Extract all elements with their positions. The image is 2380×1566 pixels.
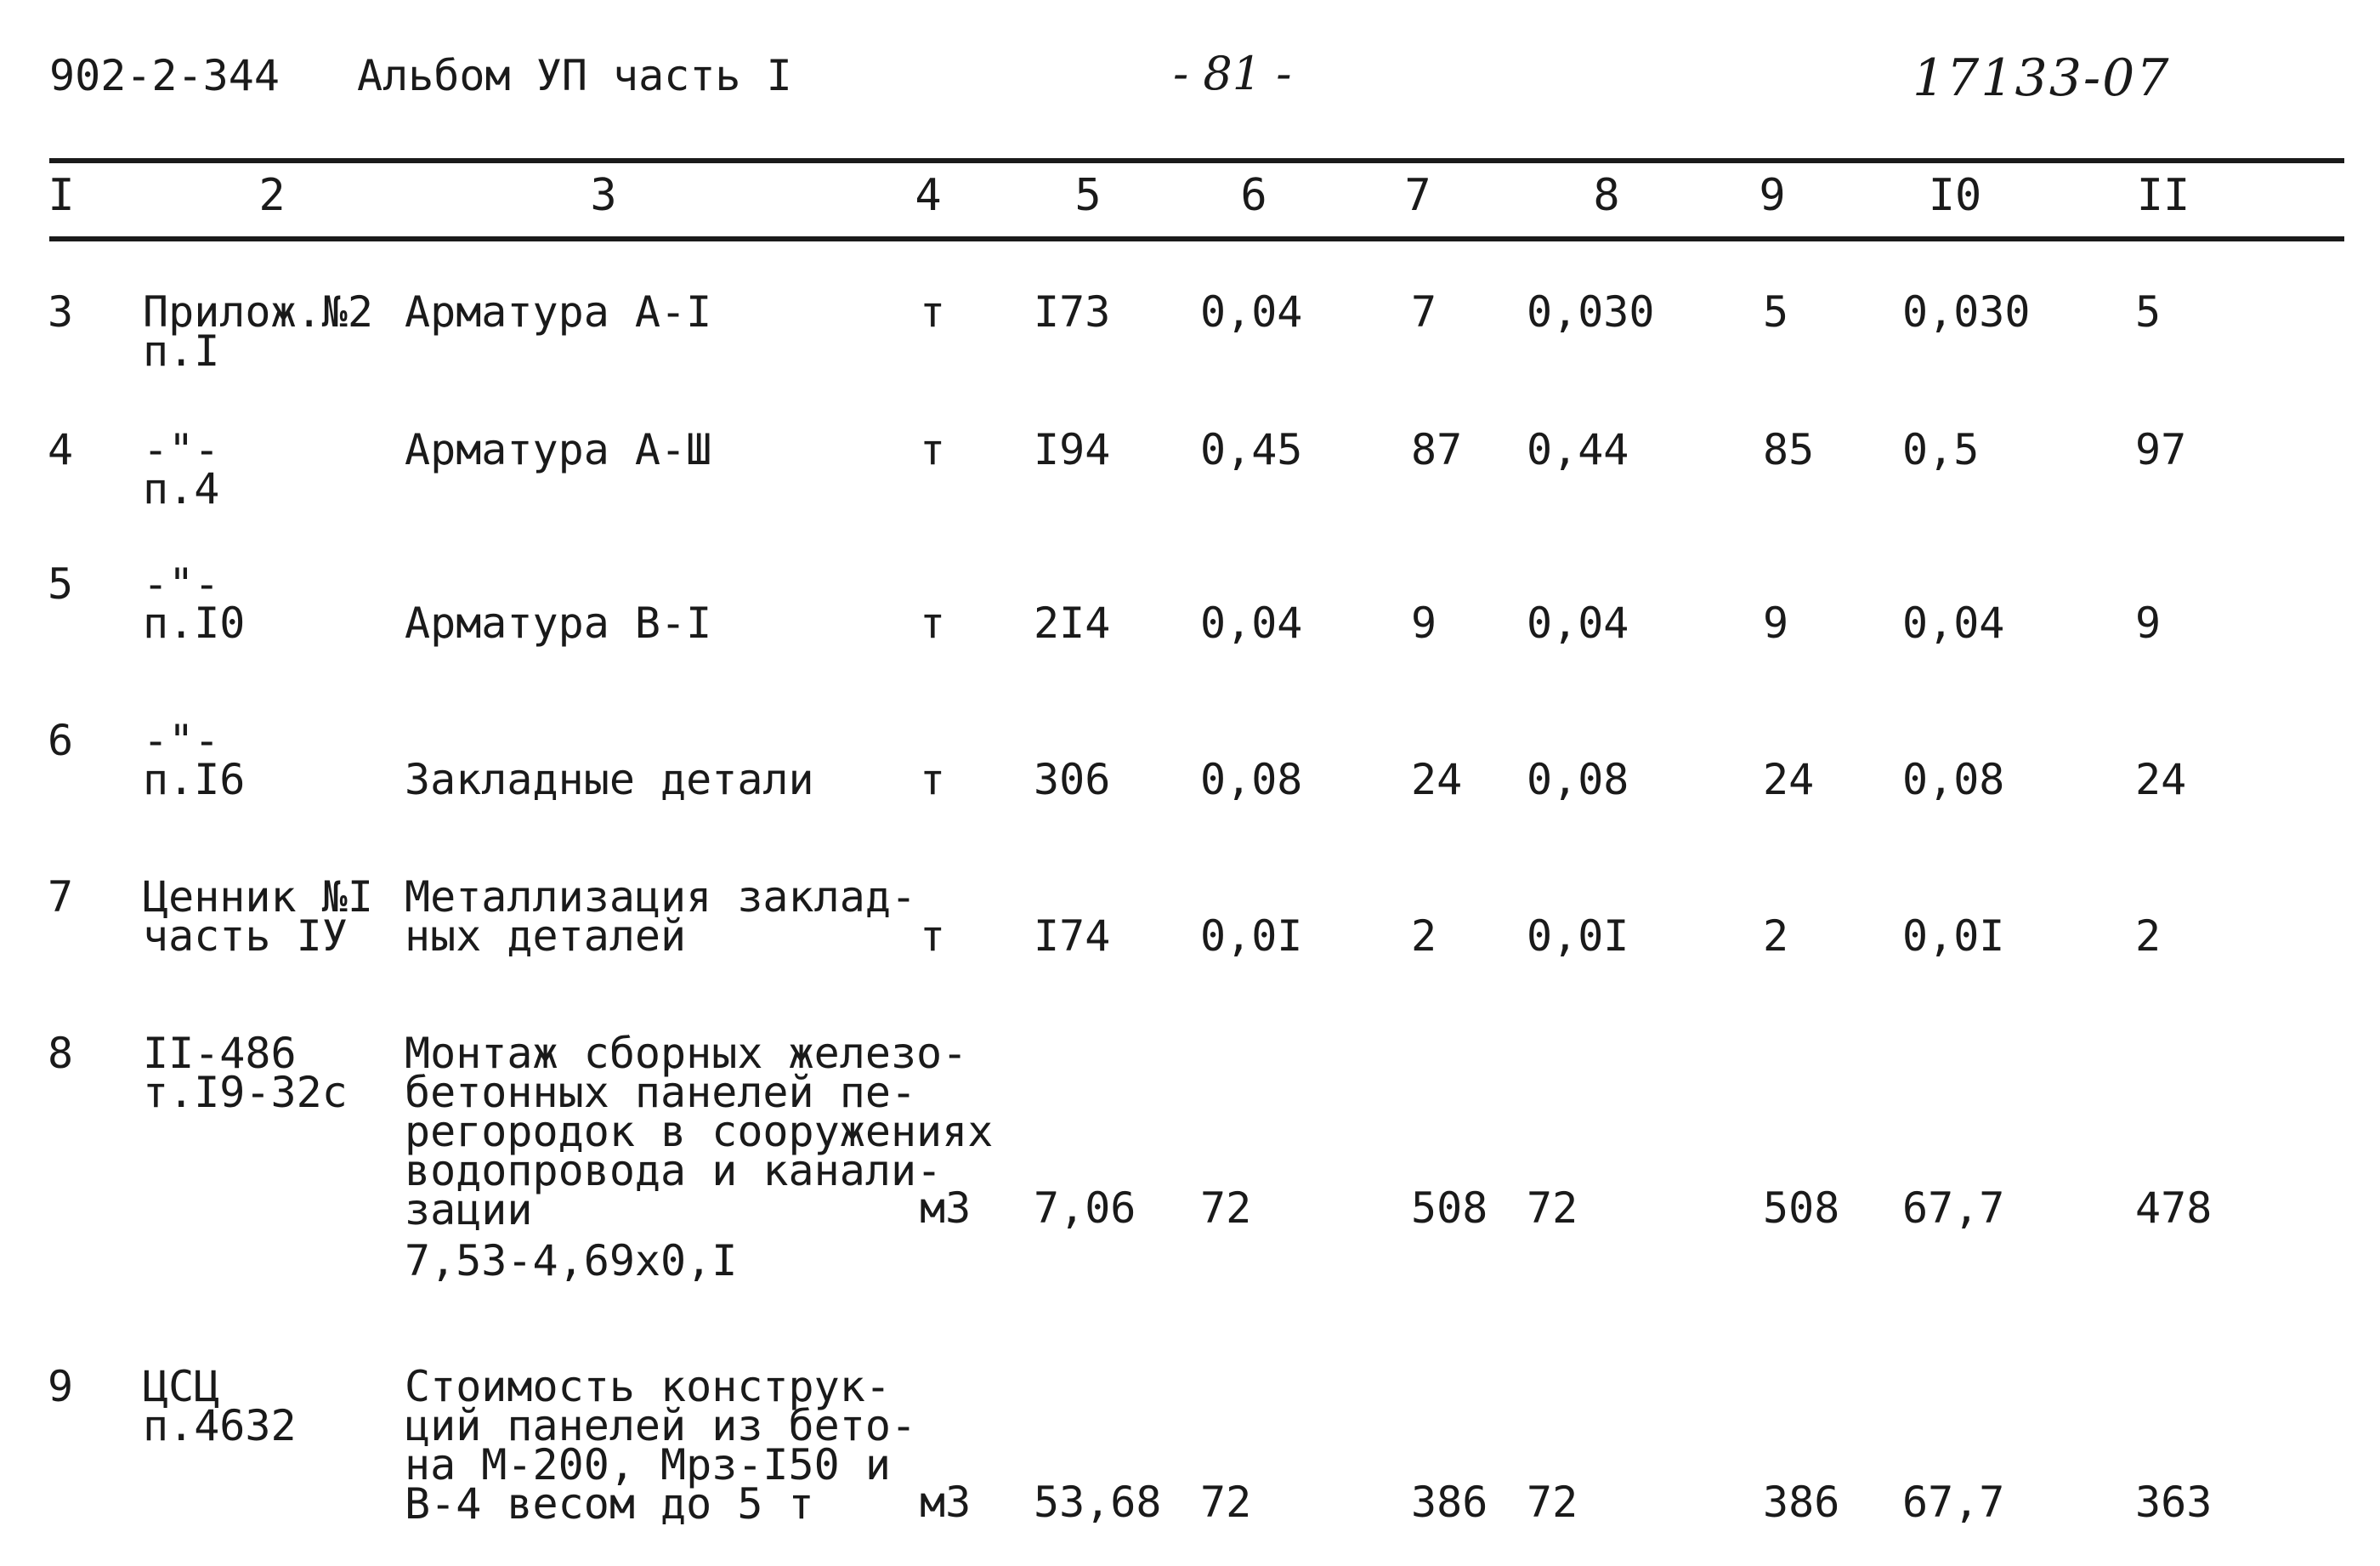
value-cell-8: 72 [1527, 1478, 1578, 1527]
item-name-cell: Арматура А-I [405, 287, 712, 337]
value-cell-7: 2 [1411, 911, 1437, 961]
column-number-4: 4 [915, 170, 942, 221]
value-cell-8: 0,08 [1527, 755, 1629, 804]
reference-cell: -"- п.I6 [143, 716, 246, 804]
column-number-3: 3 [590, 170, 617, 221]
value-cell-11: 24 [2135, 755, 2187, 804]
row-number: 7 [48, 872, 74, 922]
item-name-cell: Арматура В-I [405, 599, 712, 648]
value-cell-9: 9 [1763, 599, 1789, 648]
value-cell-10: 0,08 [1902, 755, 2005, 804]
value-cell-6: 0,0I [1200, 911, 1303, 961]
item-name-cell: Стоимость конструк- ций панелей из бето- на М-200, Мрз-I50 и В-4 весом до 5 т [405, 1362, 917, 1529]
item-name-cell: Монтаж сборных железо- бетонных панелей пе- регородок в сооружениях водопровода и канали- зации [405, 1029, 994, 1234]
unit-cell: т [920, 425, 946, 474]
unit-cell: т [920, 755, 946, 804]
reference-cell: -"- п.I0 [143, 559, 246, 648]
column-number-2: 2 [258, 170, 286, 221]
value-cell-6: 72 [1200, 1183, 1252, 1233]
value-cell-5: 306 [1034, 755, 1111, 804]
column-number-10: I0 [1928, 170, 1982, 221]
table-top-rule [49, 158, 2344, 163]
value-cell-5: I94 [1034, 425, 1111, 474]
value-cell-9: 24 [1763, 755, 1815, 804]
column-number-8: 8 [1593, 170, 1620, 221]
value-cell-7: 508 [1411, 1183, 1488, 1233]
value-cell-5: I73 [1034, 287, 1111, 337]
unit-cell: м3 [920, 1478, 972, 1527]
sheet-number: 17133-07 [1912, 48, 2171, 108]
row-number: 6 [48, 716, 74, 765]
value-cell-5: 2I4 [1034, 599, 1111, 648]
item-name-cell: Арматура А-Ш [405, 425, 712, 474]
reference-cell: ЦСЦ п.4632 [143, 1362, 297, 1450]
column-number-1: I [48, 170, 75, 221]
row-number: 3 [48, 287, 74, 337]
unit-cell: м3 [920, 1183, 972, 1233]
value-cell-6: 0,04 [1200, 599, 1303, 648]
value-cell-5: I74 [1034, 911, 1111, 961]
value-cell-11: 2 [2135, 911, 2162, 961]
value-cell-9: 2 [1763, 911, 1789, 961]
value-cell-8: 0,04 [1527, 599, 1629, 648]
value-cell-6: 0,45 [1200, 425, 1303, 474]
value-cell-8: 0,0I [1527, 911, 1629, 961]
value-cell-9: 508 [1763, 1183, 1840, 1233]
value-cell-11: 478 [2135, 1183, 2213, 1233]
value-cell-11: 5 [2135, 287, 2162, 337]
value-cell-10: 0,04 [1902, 599, 2005, 648]
row-number: 4 [48, 425, 74, 474]
value-cell-6: 0,08 [1200, 755, 1303, 804]
value-cell-7: 7 [1411, 287, 1437, 337]
doc-code: 902-2-344 [49, 51, 280, 100]
column-number-7: 7 [1404, 170, 1431, 221]
value-cell-7: 9 [1411, 599, 1437, 648]
value-cell-5: 7,06 [1034, 1183, 1136, 1233]
value-cell-7: 87 [1411, 425, 1463, 474]
reference-cell: -"- п.4 [143, 425, 220, 513]
value-cell-8: 0,030 [1527, 287, 1655, 337]
column-number-6: 6 [1240, 170, 1267, 221]
page-mark: - 81 - [1173, 47, 1292, 100]
value-cell-8: 72 [1527, 1183, 1578, 1233]
row-number: 5 [48, 559, 74, 609]
reference-cell: II-486 т.I9-32с [143, 1029, 348, 1117]
value-cell-7: 386 [1411, 1478, 1488, 1527]
value-cell-11: 363 [2135, 1478, 2213, 1527]
row-number: 9 [48, 1362, 74, 1411]
item-name-cell: Металлизация заклад- ных деталей [405, 872, 917, 961]
value-cell-6: 72 [1200, 1478, 1252, 1527]
value-cell-8: 0,44 [1527, 425, 1629, 474]
value-cell-10: 0,030 [1902, 287, 2031, 337]
reference-cell: Ценник №I часть IУ [143, 872, 373, 961]
value-cell-10: 67,7 [1902, 1478, 2005, 1527]
unit-cell: т [920, 287, 946, 337]
unit-cell: т [920, 911, 946, 961]
calculation-note: 7,53-4,69x0,I [405, 1236, 738, 1285]
value-cell-5: 53,68 [1034, 1478, 1162, 1527]
column-number-5: 5 [1074, 170, 1102, 221]
value-cell-9: 85 [1763, 425, 1815, 474]
unit-cell: т [920, 599, 946, 648]
value-cell-6: 0,04 [1200, 287, 1303, 337]
value-cell-9: 386 [1763, 1478, 1840, 1527]
column-number-9: 9 [1759, 170, 1786, 221]
value-cell-11: 9 [2135, 599, 2162, 648]
column-number-11: II [2136, 170, 2190, 221]
header-bottom-rule [49, 236, 2344, 241]
value-cell-11: 97 [2135, 425, 2187, 474]
value-cell-10: 0,5 [1902, 425, 1980, 474]
value-cell-10: 0,0I [1902, 911, 2005, 961]
value-cell-7: 24 [1411, 755, 1463, 804]
item-name-cell: Закладные детали [405, 755, 814, 804]
value-cell-9: 5 [1763, 287, 1789, 337]
row-number: 8 [48, 1029, 74, 1078]
album-title: Альбом УП часть I [357, 51, 792, 100]
reference-cell: Прилож.№2 п.I [143, 287, 373, 376]
value-cell-10: 67,7 [1902, 1183, 2005, 1233]
